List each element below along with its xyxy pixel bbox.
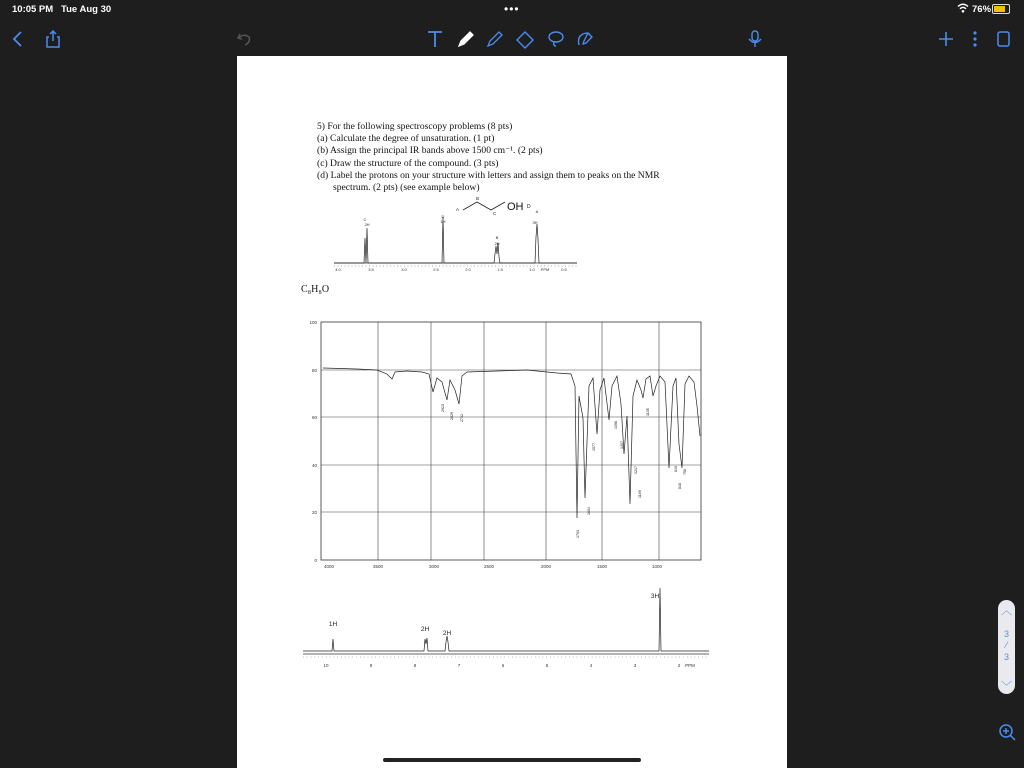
example-tick: 4.0 xyxy=(335,267,341,272)
example-peak-count: 2H xyxy=(364,222,370,227)
example-peak-count: 3H xyxy=(532,220,538,225)
nmr-x-tick: 9 xyxy=(369,663,373,668)
chevron-up-icon[interactable]: ︿ xyxy=(1001,605,1012,617)
ir-peak-label: 1307 xyxy=(620,441,624,449)
shapes-icon[interactable] xyxy=(573,28,597,50)
pages-icon[interactable] xyxy=(991,28,1015,50)
back-icon[interactable] xyxy=(6,28,30,50)
eraser-icon[interactable] xyxy=(513,28,537,50)
mic-icon[interactable] xyxy=(743,28,767,50)
example-tick: 3.0 xyxy=(401,267,407,272)
ir-y-tick: 40 xyxy=(311,463,317,468)
ir-x-tick: 3000 xyxy=(428,564,440,569)
nmr-x-tick: 3 xyxy=(633,663,637,668)
lasso-icon[interactable] xyxy=(544,28,568,50)
nmr-spectrum xyxy=(303,588,709,668)
structure-label-b: B xyxy=(476,196,480,201)
oh-superscript: D xyxy=(527,204,531,210)
nmr-peak-label: 2H xyxy=(420,626,430,633)
spectra-figure xyxy=(237,56,787,768)
ir-peak-label: 2732 xyxy=(460,414,464,422)
question-line: spectrum. (2 pts) (see example below) xyxy=(333,182,480,194)
status-time: 10:05 PM xyxy=(12,4,54,15)
example-tick: 0.5 xyxy=(561,267,567,272)
nmr-ppm-label: PPM xyxy=(685,663,695,668)
ir-x-tick: 2500 xyxy=(483,564,495,569)
ir-peak-label: 1577 xyxy=(592,443,596,451)
question-line: (c) Draw the structure of the compound. (3 pts) xyxy=(317,157,499,169)
example-peak-count: 2H xyxy=(494,241,500,246)
status-bar xyxy=(0,0,1024,20)
ir-y-tick: 100 xyxy=(309,320,317,325)
text-tool-icon[interactable] xyxy=(423,28,447,50)
nmr-trace xyxy=(303,588,709,651)
ir-y-tick: 0 xyxy=(314,558,317,563)
question-line: (d) Label the protons on your structure with letters and assign them to peaks on the NMR xyxy=(317,169,660,181)
add-icon[interactable] xyxy=(934,28,958,50)
ir-peak-label: 2829 xyxy=(450,412,454,420)
example-peak-letter: A xyxy=(535,209,539,214)
status-date: Tue Aug 30 xyxy=(61,4,112,15)
nmr-x-tick: 4 xyxy=(589,663,593,668)
total-page-number: 3 xyxy=(1003,652,1009,662)
pen-icon[interactable] xyxy=(454,28,478,50)
multitasking-dots-icon[interactable]: ••• xyxy=(504,2,520,16)
example-tick: 3.5 xyxy=(368,267,374,272)
example-nmr xyxy=(334,209,577,272)
nmr-x-tick: 7 xyxy=(457,663,461,668)
structure-label-c: C xyxy=(493,211,497,216)
nmr-x-tick: 6 xyxy=(501,663,505,668)
current-page-number: 3 xyxy=(1003,629,1009,639)
ir-x-tick: 2000 xyxy=(540,564,552,569)
oh-label: OH xyxy=(507,201,524,213)
ir-peak-label: 1217 xyxy=(634,466,638,474)
example-peak-letter: D xyxy=(441,214,445,219)
example-ppm-label: PPM xyxy=(540,267,550,272)
wifi-icon xyxy=(957,3,969,13)
example-peak-letter: B xyxy=(495,235,499,240)
nmr-peak-label: 2H xyxy=(442,630,452,637)
ir-y-tick: 20 xyxy=(311,510,317,515)
ir-peak-label: 1604 xyxy=(587,507,591,515)
ir-peak-label: 1169 xyxy=(638,490,642,498)
ir-x-tick: 3500 xyxy=(372,564,384,569)
question-line: (b) Assign the principal IR bands above 1500 cm⁻¹. (2 pts) xyxy=(317,145,543,157)
zoom-in-icon[interactable] xyxy=(997,722,1017,742)
ir-trace xyxy=(323,368,700,518)
ir-peak-label: 818 xyxy=(678,483,682,489)
example-tick: 1.0 xyxy=(529,267,535,272)
share-icon[interactable] xyxy=(41,28,65,50)
question-line: (a) Calculate the degree of unsaturation. (1 pt) xyxy=(317,133,495,145)
document-page[interactable] xyxy=(237,56,787,768)
ir-peak-label: 2923 xyxy=(441,404,445,412)
nmr-peak-label: 1H xyxy=(328,621,338,628)
example-tick: 2.5 xyxy=(433,267,439,272)
ir-peak-label: 1105 xyxy=(646,408,650,416)
more-icon[interactable] xyxy=(963,28,987,50)
undo-icon[interactable] xyxy=(232,28,256,50)
structure-label-a: A xyxy=(456,207,460,212)
molecular-formula: C₈H₈O xyxy=(301,284,330,295)
example-tick: 2.0 xyxy=(465,267,471,272)
nmr-x-tick: 2 xyxy=(677,663,681,668)
battery-percentage: 76% xyxy=(972,4,992,15)
ir-peak-label: 1398 xyxy=(614,421,618,429)
top-toolbar xyxy=(0,22,1024,56)
page-separator-icon: ⁄ xyxy=(1005,640,1008,650)
highlighter-icon[interactable] xyxy=(483,28,507,50)
ir-x-tick: 1000 xyxy=(651,564,663,569)
ir-peak-label: 840 xyxy=(674,466,678,472)
ir-peak-label: 1703 xyxy=(576,530,580,538)
battery-icon xyxy=(992,4,1010,14)
nmr-peak-label: 3H xyxy=(650,593,660,600)
home-indicator xyxy=(383,758,641,762)
example-tick: 1.5 xyxy=(497,267,503,272)
ir-spectrum xyxy=(309,320,701,569)
example-structure xyxy=(456,196,531,216)
ir-x-tick: 4000 xyxy=(323,564,335,569)
example-peak-letter: C xyxy=(363,217,367,222)
nmr-x-tick: 5 xyxy=(545,663,549,668)
chevron-down-icon[interactable]: ﹀ xyxy=(1001,681,1012,693)
question-line: 5) For the following spectroscopy problems (8 pts) xyxy=(317,121,513,132)
example-peak-count: 1H xyxy=(440,219,446,224)
nmr-x-tick: 10 xyxy=(323,663,329,668)
ir-y-tick: 60 xyxy=(311,415,317,420)
ir-y-tick: 80 xyxy=(311,368,317,373)
nmr-x-tick: 8 xyxy=(413,663,417,668)
ir-x-tick: 1500 xyxy=(596,564,608,569)
page-index-scroller[interactable] xyxy=(998,600,1015,694)
ir-peak-label: 758 xyxy=(683,469,687,475)
